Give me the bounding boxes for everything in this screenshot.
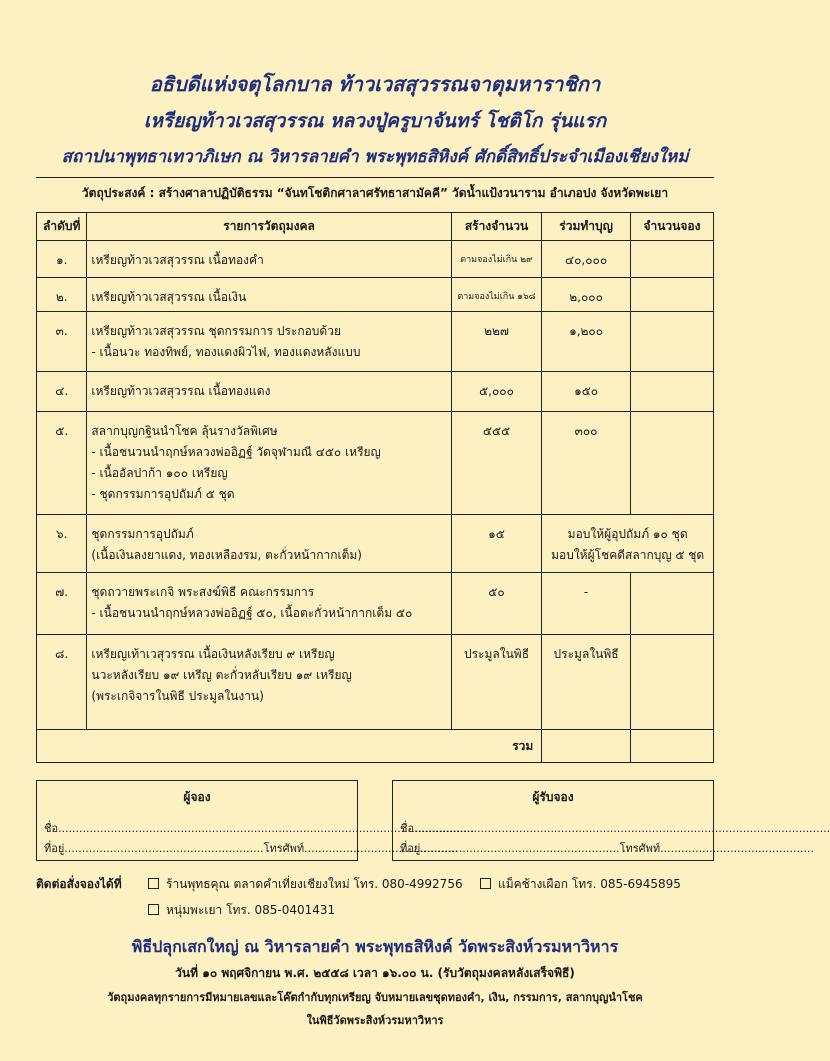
table-row [37,635,714,730]
table-row [37,372,714,412]
table-row [37,412,714,515]
row-booked-cell[interactable] [630,573,713,635]
row-donation: ๑,๒๐๐ [569,324,604,338]
row-donation: - [583,585,589,599]
contact-option[interactable] [480,875,681,894]
row-booked-cell[interactable] [630,412,713,515]
table-row [37,515,714,573]
contact-option-text: หนุ่มพะเยา โทร. 085-0401431 [166,903,336,917]
row-item-line: - เนื้อนวะ ทองทิพย์, ทองแดงผิวไฟ, ทองแดงหลังแบบ [91,345,361,359]
row-no: ๒. [55,290,68,304]
row-qty: ตามจองไม่เกิน ๑๖๘ [457,292,536,302]
ceremony-note-1: วัตถุมงคลทุกรายการมีหมายเลขและโค๊ตกำกับทุกเหรียญ จับหมายเลขชุดทองคำ, เงิน, กรรมการ, สลากบุญนำโชค [107,991,643,1004]
row-qty: ๕๐ [488,585,505,599]
row-item-line: - เนื้อชนวนนำฤกษ์หลวงพ่ออิฏฐ์ วัดจุฬามณี ๔๕๐ เหรียญ [91,445,381,459]
row-booked-cell[interactable] [630,372,713,412]
booker-box [36,780,475,861]
total-donation-cell [542,730,631,763]
table-header-row [37,213,714,241]
contact-label: ติดต่อสั่งจองได้ที่ [36,877,122,891]
checkbox-icon[interactable] [148,878,159,889]
table-row [37,573,714,635]
row-donation: ๒,๐๐๐ [569,290,603,304]
row-item-line: สลากบุญกฐินนำโชค ลุ้นรางวัลพิเศษ [91,424,278,438]
row-item-line: - ชุดกรรมการอุปถัมภ์ ๕ ชุด [91,487,235,501]
purpose-text: วัตถุประสงค์ : สร้างศาลาปฏิบัติธรรม “จันทโชติกศาลาศรัทธาสามัคคี” วัดน้ำแป้งวนาราม อำเภอปง จังหวัดพะเยา [81,186,669,200]
total-label: รวม [37,730,542,763]
contact-option-text: แม็คช้างเผือก โทร. 085-6945895 [498,877,681,891]
row-item-line: - เนื้ออัลปาก้า ๑๐๐ เหรียญ [91,466,228,480]
row-qty: ๕,๐๐๐ [479,384,514,398]
row-booked-cell[interactable] [630,278,713,312]
ceremony-date: วันที่ ๑๐ พฤศจิกายน พ.ศ. ๒๕๕๘ เวลา ๑๖.๐๐ น. (รับวัตถุมงคลหลังเสร็จพิธี) [175,966,575,980]
row-item-line: เหรียญท้าวเวสสุวรรณ เนื้อทองคำ [91,253,264,267]
total-row [37,730,714,763]
row-item-line: เหรียญท้าวเวสสุวรรณ ชุดกรรมการ ประกอบด้วย [91,324,341,338]
header-divider [36,177,714,178]
ceremony-title: พิธีปลุกเสกใหญ่ ณ วิหารลายคำ พระพุทธสิหิงค์ วัดพระสิงห์วรมหาวิหาร [131,937,619,956]
row-no: ๖. [55,527,68,541]
row-donation: ประมูลในพิธี [553,647,619,661]
table-row [37,312,714,372]
row-item-line: นวะหลังเรียบ ๑๙ เหรีญ ตะกั่วหลับเรียบ ๑๙ เหรียญ [91,668,352,682]
row-donation-note: มอบให้ผู้โชคดีสลากบุญ ๕ ชุด [551,548,705,562]
title-line-3: สถาปนาพุทธาเทวาภิเษก ณ วิหารลายคำ พระพุทธสิหิงค์ ศักดิ์สิทธิ์ประจำเมืองเชียงใหม่ [61,147,689,167]
row-no: ๑. [55,253,68,267]
row-qty: ๕๕๕ [482,424,511,438]
receiver-address-field[interactable]: ที่อยู่.........................................................โทรศัพท์............................................ [400,842,815,855]
receiver-name-field[interactable]: ชื่อ....................................................................................................................... [400,822,830,835]
total-booked-cell[interactable] [630,730,713,763]
table-row [37,241,714,278]
row-item-line: (พระเกจิจารในพิธี ประมูลในงาน) [91,689,264,703]
receiver-box [392,780,830,861]
row-no: ๕. [55,424,69,438]
checkbox-icon[interactable] [480,878,491,889]
row-qty: ๒๒๗ [484,324,509,338]
row-booked-cell[interactable] [630,312,713,372]
header-booked: จำนวนจอง [630,213,713,241]
row-qty: ประมูลในพิธี [463,647,530,661]
row-no: ๓. [55,324,68,338]
header-qty: สร้างจำนวน [451,213,542,241]
title-line-1: อธิบดีแห่งจตุโลกบาล ท้าวเวสสุวรรณจาตุมหาราชิกา [149,72,601,96]
row-qty: ตามจองไม่เกิน ๒๙ [460,255,533,265]
booker-name-field[interactable]: ชื่อ....................................................................................................................... [44,822,475,835]
row-item-line: เหรียญเท้าเวสุวรรณ เนื้อเงินหลังเรียบ ๙ เหรียญ [91,647,335,661]
row-no: ๗. [55,585,69,599]
row-item-line: เหรียญท้าวเวสสุวรรณ เนื้อเงิน [91,290,247,304]
row-item-line: (เนื้อเงินลงยาแดง, ทองเหลืองรม, ตะกั่วหน้ากากเต็ม) [91,548,362,562]
receiver-title: ผู้รับจอง [532,790,574,804]
booker-address-field[interactable]: ที่อยู่.........................................................โทรศัพท์............................................ [44,842,459,855]
header-donation: ร่วมทำบุญ [542,213,631,241]
row-donation: ๓๐๐ [574,424,598,438]
ceremony-note-2: ในพิธีวัดพระสิงห์วรมหาวิหาร [306,1014,444,1027]
row-donation: ๑๕๐ [574,384,599,398]
checkbox-icon[interactable] [148,904,159,915]
row-item-line: ชุดถวายพระเกจิ พระสงฆ์พิธี คณะกรรมการ [91,585,315,599]
row-donation-note: มอบให้ผู้อุปถัมภ์ ๑๐ ชุด [567,527,688,541]
items-table [36,212,714,763]
row-donation: ๔๐,๐๐๐ [564,253,608,267]
booker-title: ผู้จอง [183,790,211,804]
row-booked-cell[interactable] [630,635,713,730]
row-qty: ๑๕ [488,527,505,541]
header-item: รายการวัตถุมงคล [87,213,451,241]
header-no: ลำดับที่ [37,213,87,241]
title-line-2: เหรียญท้าวเวสสุวรรณ หลวงปู่ครูบาจันทร์ โชติโก รุ่นแรก [143,110,607,132]
contact-option[interactable] [148,901,335,920]
row-item-line: - เนื้อชนวนนำฤกษ์หลวงพ่ออิฏฐ์ ๕๐, เนื้อตะกั่วหน้ากากเต็ม ๕๐ [91,606,413,620]
row-booked-cell[interactable] [630,241,713,278]
contact-option-text: ร้านพุทธคุณ ตลาดคำเที่ยงเชียงใหม่ โทร. 080-4992756 [166,877,463,891]
row-no: ๔. [55,384,69,398]
row-item-line: ชุดกรรมการอุปถัมภ์ [91,527,194,541]
contact-option[interactable] [148,875,463,894]
table-row [37,278,714,312]
row-item-line: เหรียญท้าวเวสสุวรรณ เนื้อทองแดง [91,384,271,398]
row-no: ๘. [55,647,69,661]
